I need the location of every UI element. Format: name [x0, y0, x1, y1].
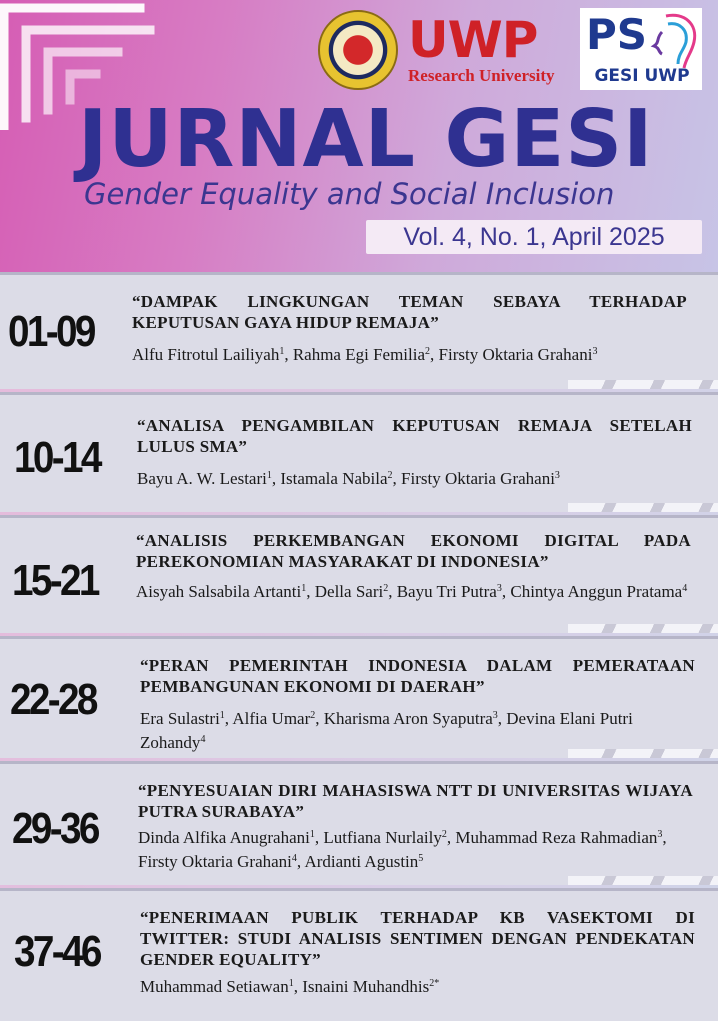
article-title: “PENYESUAIAN DIRI MAHASISWA NTT DI UNIVERSITAS WIJAYA PUTRA SURABAYA”: [138, 781, 693, 821]
author: Aisyah Salsabila Artanti$^1$: [136, 582, 307, 601]
author: Bayu A. W. Lestari$^1$: [137, 469, 272, 488]
article-pages: 01-09: [8, 307, 94, 356]
author: Kharisma Aron Syaputra$^3$: [323, 709, 498, 728]
author: Della Sari$^2$: [314, 582, 389, 601]
volume-text: Vol. 4, No. 1, April 2025: [403, 223, 665, 251]
article-entry: [0, 888, 718, 1021]
cover-header: [0, 0, 718, 272]
author: Rahma Egi Femilia$^2$: [292, 345, 431, 364]
article-title: “PERAN PEMERINTAH INDONESIA DALAM PEMERATAAN PEMBANGUNAN EKONOMI DI DAERAH”: [140, 656, 695, 696]
article-pages: 10-14: [14, 433, 100, 482]
article-authors: Aisyah Salsabila Artanti$^1$, Della Sari$^2$, Bayu Tri Putra$^3$, Chintya Anggun Pratama$^4$: [136, 582, 688, 601]
article-entry: [0, 272, 718, 389]
author: Firsty Oktaria Grahani$^3$: [438, 345, 598, 364]
author: Istamala Nabila$^2$: [280, 469, 393, 488]
university-name: UWP: [408, 11, 538, 69]
article-entry: [0, 636, 718, 758]
author: Devina Elani Putri Zohandy$^4$: [140, 709, 633, 752]
article-authors: Alfu Fitrotul Lailiyah$^1$, Rahma Egi Femilia$^2$, Firsty Oktaria Grahani$^3$: [132, 345, 598, 364]
article-pages: 22-28: [10, 675, 96, 724]
seal-ring-icon: [329, 21, 387, 79]
article-title: “ANALISIS PERKEMBANGAN EKONOMI DIGITAL PADA PEREKONOMIAN MASYARAKAT DI INDONESIA”: [136, 531, 691, 571]
article-entry: [0, 761, 718, 885]
author: Alfia Umar$^2$: [232, 709, 316, 728]
article-authors: Bayu A. W. Lestari$^1$, Istamala Nabila$^2$, Firsty Oktaria Grahani$^3$: [137, 469, 560, 488]
stripe-decoration: [568, 624, 718, 633]
stripe-decoration: [568, 876, 718, 885]
author: Muhammad Reza Rahmadian$^3$: [455, 828, 663, 847]
author: Lutfiana Nurlaily$^2$: [323, 828, 447, 847]
article-pages: 15-21: [12, 556, 98, 605]
author: Bayu Tri Putra$^3$: [396, 582, 502, 601]
author: Firsty Oktaria Grahani$^3$: [401, 469, 560, 488]
author: Chintya Anggun Pratama$^4$: [510, 582, 688, 601]
university-tagline: Research University: [408, 66, 555, 85]
author: Ardianti Agustin$^5$: [304, 852, 424, 871]
author: Dinda Alfika Anugrahani$^1$: [138, 828, 315, 847]
article-entry: [0, 515, 718, 633]
author: Muhammad Setiawan$^1$: [140, 977, 294, 996]
article-authors: Era Sulastri$^1$, Alfia Umar$^2$, Kharisma Aron Syaputra$^3$, Devina Elani Putri Zohandy$^4$: [140, 709, 633, 752]
journal-subtitle: Gender Equality and Social Inclusion: [84, 177, 615, 211]
ps-logo-text: PS: [586, 10, 648, 59]
journal-title: JURNAL GESI: [78, 93, 654, 185]
author: Alfu Fitrotul Lailiyah$^1$: [132, 345, 285, 364]
article-authors: Dinda Alfika Anugrahani$^1$, Lutfiana Nurlaily$^2$, Muhammad Reza Rahmadian$^3$, Firsty Oktaria Grahani$^4$, Ardianti Agustin$^5$: [138, 828, 667, 871]
article-title: “PENERIMAAN PUBLIK TERHADAP KB VASEKTOMI DI TWITTER: STUDI ANALISIS SENTIMEN DENGAN PENDEKATAN GENDER EQUALITY”: [140, 908, 695, 969]
stripe-decoration: [568, 749, 718, 758]
author: Era Sulastri$^1$: [140, 709, 225, 728]
ps-logo-caption: GESI UWP: [594, 66, 690, 86]
article-pages: 37-46: [14, 927, 100, 976]
article-authors: Muhammad Setiawan$^1$, Isnaini Muhandhis$^{2*}$: [140, 977, 440, 996]
face-profile-icon: [644, 12, 700, 70]
article-pages: 29-36: [12, 804, 98, 853]
stripe-decoration: [568, 503, 718, 512]
article-entry: [0, 392, 718, 512]
article-title: “ANALISA PENGAMBILAN KEPUTUSAN REMAJA SETELAH LULUS SMA”: [137, 416, 692, 456]
author: Isnaini Muhandhis$^{2*}$: [302, 977, 440, 996]
article-title: “DAMPAK LINGKUNGAN TEMAN SEBAYA TERHADAP KEPUTUSAN GAYA HIDUP REMAJA”: [132, 292, 687, 332]
stripe-decoration: [568, 380, 718, 389]
author: Firsty Oktaria Grahani$^4$: [138, 852, 297, 871]
